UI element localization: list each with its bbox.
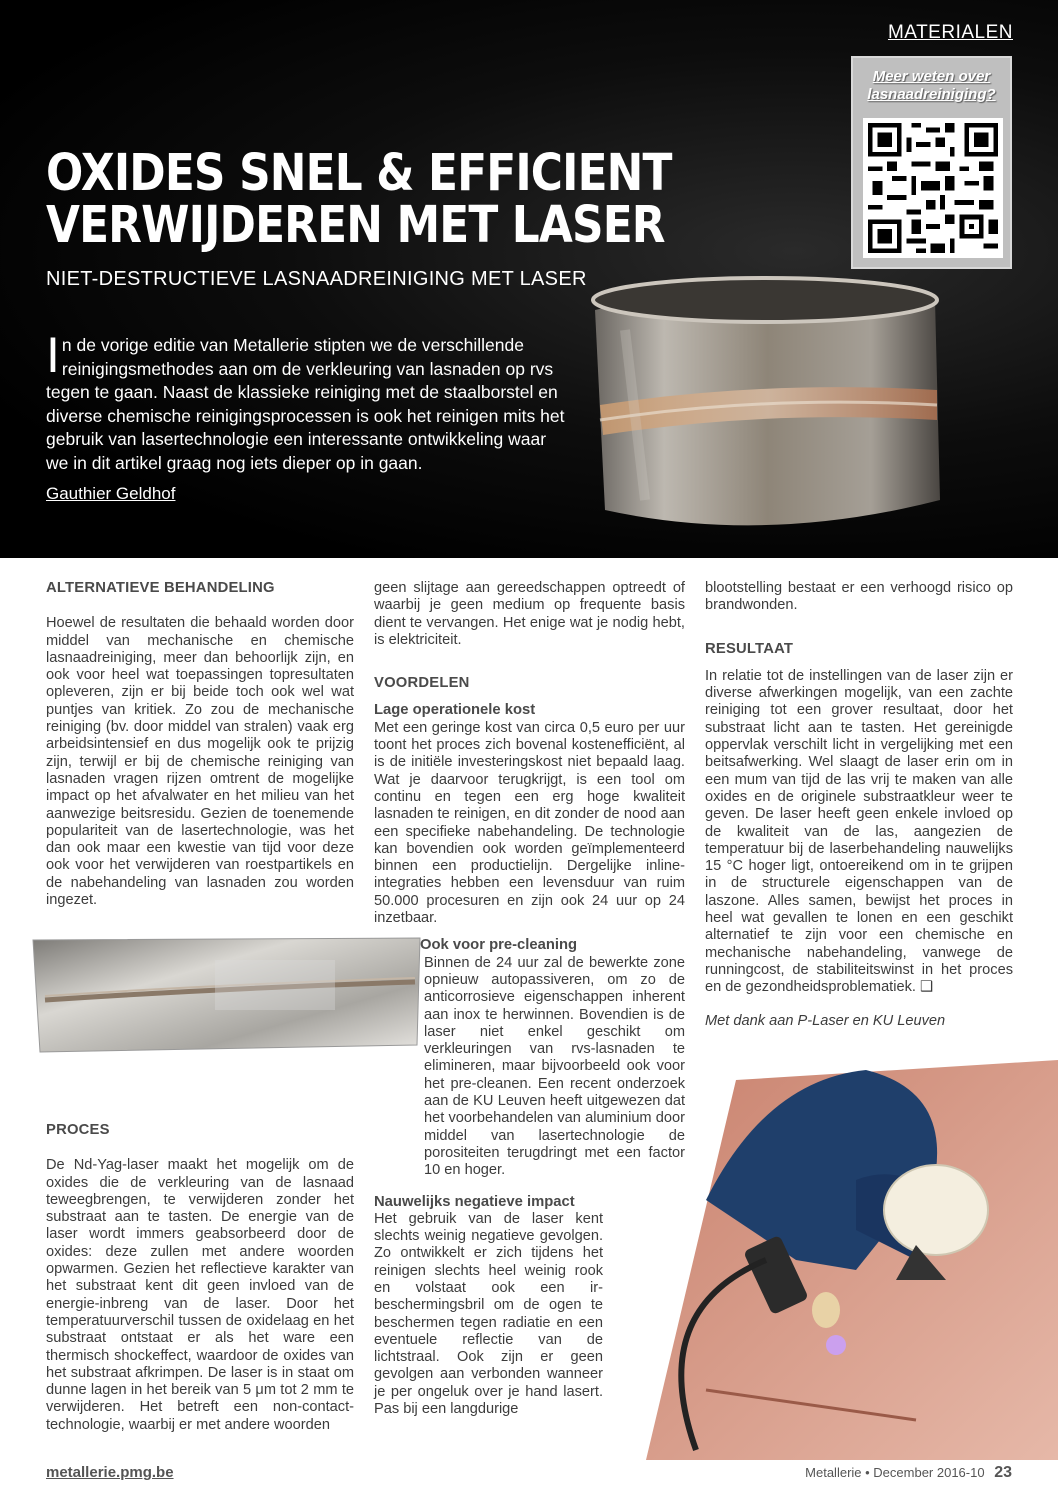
- heading-voordelen: VOORDELEN: [374, 675, 470, 692]
- page-footer: [805, 1464, 1012, 1482]
- heading-alternatieve: ALTERNATIEVE BEHANDELING: [46, 580, 275, 596]
- intro-text: n de vorige editie van Metallerie stipten we de verschillende reinigingsmethodes aan om de verkleuring van lasnaden op rvs tegen te gaan. Naast de klassieke reiniging met de staalborstel en diverse chemische reinigingsprocessen is ook het reinigen mits het gebruik van lasertechnologie een interessante ontwikkeling waar we in dit artikel graag nog iets dieper op in gaan.: [46, 335, 565, 473]
- paragraph: geen slijtage aan gereedschappen optreedt of waarbij je geen medium op frequente basis dient te vervangen. Het enige wat je nodig hebt, is elektriciteit.: [374, 580, 685, 648]
- steel-plate-photo: [25, 930, 425, 1060]
- magazine-issue: Metallerie • December 2016-10: [805, 1465, 985, 1480]
- dropcap: I: [46, 327, 60, 383]
- article-intro: [46, 327, 566, 475]
- hero-banner: [0, 0, 1058, 558]
- heading-proces: PROCES: [46, 1122, 110, 1138]
- steel-cylinder-photo: [585, 270, 945, 540]
- paragraph: Hoewel de resultaten die behaald worden door middel van mechanische en chemische lasnaadreiniging, meer dan behoorlijk zijn, en ook voor heel wat toepassingen topresultaten opleveren, zijn er bij beide toch ook wel wat puntjes van kritiek. Zo zou de mechanische reiniging (bv. door middel van stralen) vaak erg arbeidsintensief en dus mogelijk ook te prijzig zijn, terwijl er bij de chemische reiniging van lasnaden vragen rijzen omtrent de mogelijke impact op het afvalwater en het milieu van het aanwezige beitsresidu. Gezien de toenemende populariteit van de lasertechnologie, was het dan ook maar een kwestie van tijd voor deze ook voor het verwijderen van roestpartikels en de nabehandeling van lasnaden zou worden ingezet.: [46, 615, 354, 909]
- subheading-pre-cleaning: Ook voor pre-cleaning: [420, 937, 578, 954]
- heading-resultaat: RESULTAAT: [705, 640, 794, 657]
- subheading-negatieve-impact: Nauwelijks negatieve impact: [374, 1193, 575, 1210]
- qr-promo[interactable]: [851, 56, 1012, 269]
- subheading-lage-kost: Lage operationele kost: [374, 702, 536, 719]
- paragraph: Met een geringe kost van circa 0,5 euro per uur toont het proces zich bovenal kostenefficiënt, al is de initiële investeringskost niet bepaald laag. Wat je daarvoor terugkrijgt, is een tool om continu en tegen een erg hoge kwaliteit lasnaden te reinigen, en dit zonder de nood aan een specifieke nabehandeling. De technologie kan bovendien ook worden geïmplementeerd binnen een productielijn. Dergelijke inline-integraties hebben een levensduur van ruim 50.000 procesuren en zijn ook 24 uur op 24 inzetbaar.: [374, 719, 685, 927]
- paragraph: De Nd-Yag-laser maakt het mogelijk om de oxides die de verkleuring van de lasnaad teweegbrengen, te verwijderen zonder het substraat aan te tasten. De energie van de laser wordt immers geabsorbeerd door de oxides: deze zullen met andere woorden opwarmen. Gezien het reflectieve karakter van het substraat kent dit geen invloed van de energie-inbreng van de laser. Door het temperatuurverschil tussen de oxidelaag en het substraat ontstaat er als het ware een thermisch shockeffect, waardoor de oxides van het substraat afkrimpen. De laser is in staat om dunne lagen in het bereik van 5 μm tot 2 mm te verwijderen. Het betreft een non-contact-technologie, waarbij er met andere woorden: [46, 1157, 354, 1433]
- paragraph: Binnen de 24 uur zal de bewerkte zone opnieuw autopassiveren, om zo de anticorrosieve eigenschappen inherent aan inox te herwinnen. Bovendien is de laser niet enkel geschikt om verkleuringen van rvs-lasnaden te elimineren, maar bijvoorbeeld ook voor het pre-cleanen. Een recent onderzoek aan de KU Leuven heeft uitgewezen dat het voorbehandelen van aluminium door middel van lasertechnologie de porositeiten terugdringt met een factor 10 en hoger.: [424, 954, 685, 1179]
- acknowledgement: Met dank aan P-Laser en KU Leuven: [705, 1012, 946, 1029]
- article-subtitle: NIET-DESTRUCTIEVE LASNAADREINIGING MET LASER: [46, 268, 587, 290]
- author-link[interactable]: Gauthier Geldhof: [46, 484, 176, 503]
- article-title: OXIDES SNEL & EFFICIENT VERWIJDEREN MET LASER: [46, 144, 672, 255]
- paragraph: Het gebruik van de laser kent slechts weinig negatieve gevolgen. Zo ontwikkelt er zich tijdens het reinigen slechts heel weinig rook en volstaat ook een ir-beschermingsbril om de ogen te beschermen tegen radiatie en een eventuele reflectie van de lichtstraal. Ook zijn er geen gevolgen aan verbonden wanneer je per ongeluk over je hand lasert. Pas bij een langdurige: [374, 1210, 603, 1418]
- qr-caption: Meer weten over lasnaadreiniging?: [867, 68, 996, 103]
- paragraph: In relatie tot de instellingen van de laser zijn er diverse afwerkingen mogelijk, van een zachte reiniging tot een grover resultaat, door het substraat licht aan te tasten. Het gereinigde oppervlak verschilt licht in vergelijking met een beitsafwerking. Wel slaagt de laser erin om in een mum van tijd de las vrij te maken van alle oxides en de originele substraatkleur weer te geven. De laser heeft geen enkele invloed op de kwaliteit van de las, aangezien de temperatuur bij de laserbehandeling nauwelijks 15 °C hoger ligt, ontoereikend om in te grijpen in de structurele eigenschappen van de laszone. Alles samen, bewijst het proces in heel wat gevallen te lonen en een geschikt alternatief te zijn voor een chemische en mechanische nabehandeling, vanwege de runningcost, de stabiliteitswinst in het proces en de gezondheidsproblematiek. ❑: [705, 667, 1013, 996]
- column-1-lower: [46, 1122, 354, 1434]
- paragraph: blootstelling bestaat er een verhoogd risico op brandwonden.: [705, 580, 1013, 614]
- laser-worker-photo: [616, 1060, 1058, 1460]
- column-3: [705, 580, 1013, 1030]
- section-tag[interactable]: MATERIALEN: [887, 22, 1013, 43]
- column-1: [46, 580, 354, 909]
- qr-code-icon[interactable]: [863, 118, 1003, 258]
- page-number: 23: [994, 1464, 1012, 1481]
- website-link[interactable]: metallerie.pmg.be: [46, 1464, 174, 1481]
